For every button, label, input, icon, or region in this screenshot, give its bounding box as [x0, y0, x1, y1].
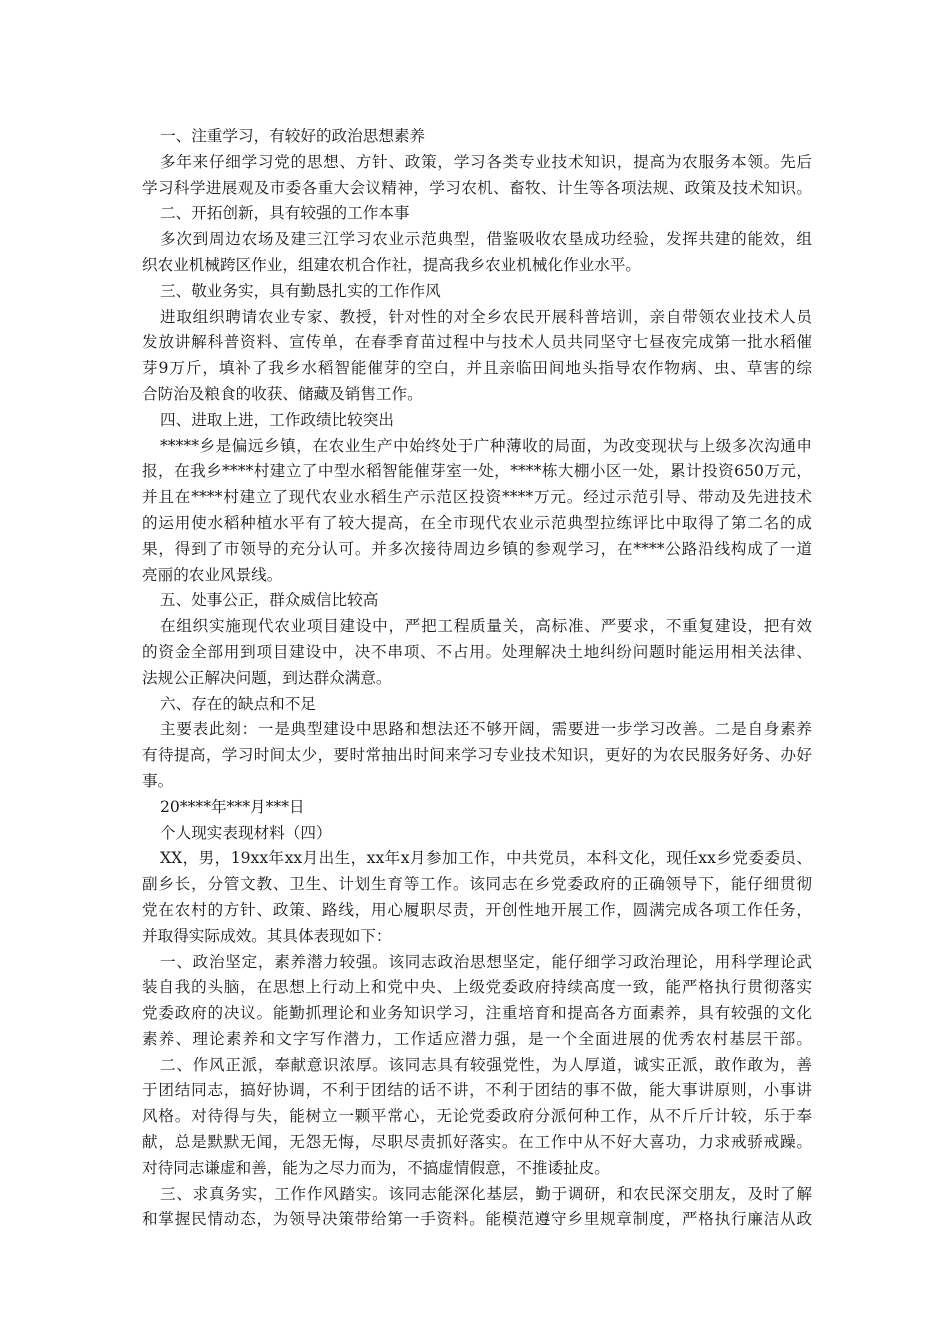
paragraph-line: 风格。对待得与失，能树立一颗平常心，无论党委政府分派何种工作，从不斤斤计较，乐于奉	[142, 1107, 812, 1126]
section-heading: 三、敬业务实，具有勤恳扎实的工作作风	[160, 281, 441, 300]
section-heading: 五、处事公正，群众威信比较高	[160, 591, 379, 610]
paragraph-line: 党在农村的方针、政策、路线，用心履职尽责，开创性地开展工作，圆满完成各项工作任务，	[142, 900, 812, 919]
paragraph-line: 并且在****村建立了现代农业水稻生产示范区投资****万元。经过示范引导、带动及先进技术	[142, 488, 812, 507]
section-heading: 六、存在的缺点和不足	[160, 694, 316, 713]
paragraph-line: 于团结同志，搞好协调，不利于团结的话不讲，不利于团结的事不做，能大事讲原则，小事讲	[142, 1081, 812, 1100]
paragraph-line: 芽9万斤，填补了我乡水稻智能催芽的空白，并且亲临田间地头指导农作物病、虫、草害的综	[142, 359, 812, 378]
paragraph-line: 献，总是默默无闻，无怨无悔，尽职尽责抓好落实。在工作中从不好大喜功，力求戒骄戒躁。	[142, 1133, 812, 1152]
paragraph-line: 的运用使水稻种植水平有了较大提高，在全市现代农业示范典型拉练评比中取得了第二名的成	[142, 513, 812, 532]
paragraph-line: *****乡是偏远乡镇，在农业生产中始终处于广种薄收的局面，为改变现状与上级多次沟通申	[160, 436, 812, 455]
paragraph-line: 果，得到了市领导的充分认可。并多次接待周边乡镇的参观学习，在****公路沿线构成了一道	[142, 539, 812, 558]
paragraph-line: 素养、理论素养和文字写作潜力，工作适应潜力强，是一个全面进展的优秀农村基层干部。	[142, 1029, 812, 1048]
paragraph-line: 副乡长，分管文教、卫生、计划生育等工作。该同志在乡党委政府的正确领导下，能仔细贯彻	[142, 875, 812, 894]
paragraph-line: 进取组织聘请农业专家、教授，针对性的对全乡农民开展科普培训，亲自带领农业技术人员	[160, 307, 812, 326]
paragraph-line: 学习科学进展观及市委各重大会议精神，学习农机、畜牧、计生等各项法规、政策及技术知识。	[142, 178, 812, 197]
paragraph-line: 合防治及粮食的收获、储藏及销售工作。	[142, 384, 423, 403]
paragraph-line: 亮丽的农业风景线。	[142, 565, 283, 584]
paragraph-line: 二、作风正派，奉献意识浓厚。该同志具有较强党性，为人厚道，诚实正派，敢作敢为，善	[160, 1055, 812, 1074]
paragraph-line: 装自我的头脑，在思想上行动上和党中央、上级党委政府持续高度一致，能严格执行贯彻落实	[142, 978, 812, 997]
section-heading: 一、注重学习，有较好的政治思想素养	[160, 127, 426, 145]
paragraph-line: 发放讲解科普资料、宣传单，在春季育苗过程中与技术人员共同坚守七昼夜完成第一批水稻催	[142, 333, 812, 352]
section-heading: 四、进取上进，工作政绩比较突出	[160, 410, 394, 429]
paragraph-line: 有待提高，学习时间太少，要时常抽出时间来学习专业技术知识，更好的为农民服务好务、办好	[142, 746, 812, 765]
section-heading: 20****年***月***日	[160, 797, 305, 816]
document-body	[142, 124, 812, 1233]
paragraph-line: 一、政治坚定，素养潜力较强。该同志政治思想坚定，能仔细学习政治理论，用科学理论武	[160, 952, 812, 971]
paragraph-line: 并取得实际成效。其具体表现如下：	[142, 926, 392, 945]
paragraph-line: 三、求真务实，工作作风踏实。该同志能深化基层，勤于调研，和农民深交朋友，及时了解	[160, 1184, 812, 1203]
section-heading: 个人现实表现材料（四）	[160, 823, 332, 842]
paragraph-line: 在组织实施现代农业项目建设中，严把工程质量关，高标准、严要求，不重复建设，把有效	[160, 617, 812, 636]
section-heading: 二、开拓创新，具有较强的工作本事	[160, 204, 410, 223]
paragraph-line: 报，在我乡****村建立了中型水稻智能催芽室一处，****栋大棚小区一处，累计投资650万元，	[142, 462, 812, 481]
paragraph-line: 党委政府的决议。能勤抓理论和业务知识学习，注重培育和提高各方面素养，具有较强的文化	[142, 1004, 812, 1023]
paragraph-line: XX，男，19xx年xx月出生，xx年x月参加工作，中共党员，本科文化，现任xx乡党委委员、	[160, 849, 812, 868]
paragraph-line: 事。	[142, 771, 174, 790]
paragraph-line: 和掌握民情动态，为领导决策带给第一手资料。能模范遵守乡里规章制度，严格执行廉洁从政	[142, 1210, 812, 1229]
paragraph-line: 的资金全部用到项目建设中，决不串项、不占用。处理解决土地纠纷问题时能运用相关法律、	[142, 642, 812, 661]
paragraph-line: 法规公正解决问题，到达群众满意。	[142, 668, 392, 687]
paragraph-line: 织农业机械跨区作业，组建农机合作社，提高我乡农业机械化作业水平。	[142, 255, 642, 274]
paragraph-line: 多次到周边农场及建三江学习农业示范典型，借鉴吸收农垦成功经验，发挥共建的能效，组	[160, 230, 812, 249]
paragraph-line: 多年来仔细学习党的思想、方针、政策，学习各类专业技术知识，提高为农服务本领。先后	[160, 152, 812, 171]
paragraph-line: 对待同志谦虚和善，能为之尽力而为，不搞虚情假意，不推诿扯皮。	[142, 1158, 610, 1177]
paragraph-line: 主要表此刻：一是典型建设中思路和想法还不够开阔，需要进一步学习改善。二是自身素养	[160, 720, 812, 739]
